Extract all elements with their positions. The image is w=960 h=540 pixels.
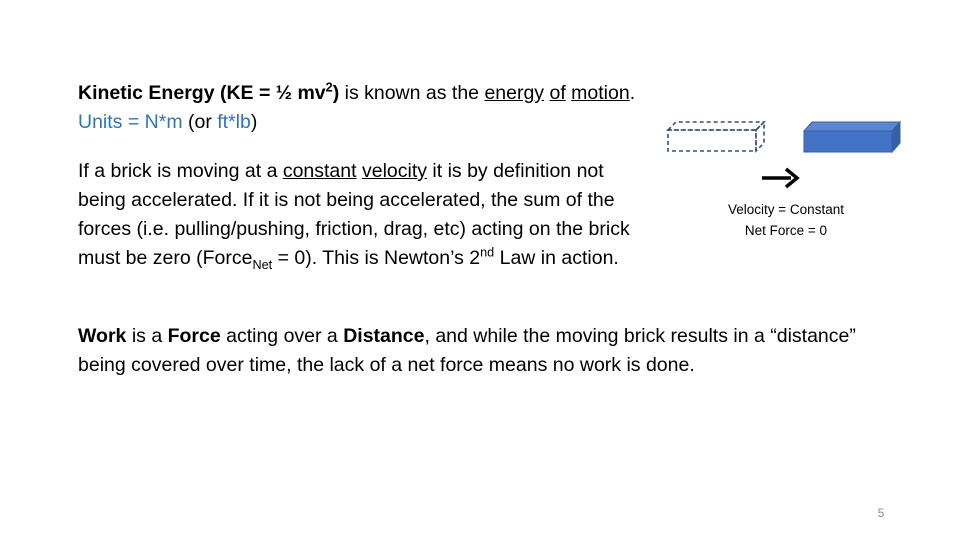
cv-text-2: it is by definition not being accelerated. If it is not being accelerated, the sum of the forces (i.e. pulling/pushing, friction, drag, etc) acting on the brick must be zero (Force xyxy=(78,160,630,269)
page-number: 5 xyxy=(877,506,885,520)
work-bold: Work xyxy=(78,325,127,347)
distance-bold: Distance xyxy=(343,325,425,347)
close-paren: ) xyxy=(250,111,258,133)
work-text-3: , and while the moving brick results in a “distance” being covered over time, the lack of a net force means no work is done. xyxy=(78,325,856,376)
cv-text-1: If a brick is moving at a xyxy=(78,160,283,182)
ke-underlined-of: of xyxy=(549,82,566,104)
net-force-label: Net Force = 0 xyxy=(744,223,828,238)
ghost-brick-front xyxy=(668,130,756,151)
diagram-caption xyxy=(690,199,882,241)
solid-brick xyxy=(804,122,900,152)
cv-underlined-constant: constant xyxy=(282,160,357,182)
work-text-1: is a xyxy=(126,325,168,347)
ke-or: (or xyxy=(182,111,218,133)
force-net-subscript: Net xyxy=(252,257,273,272)
velocity-constant-label: Velocity = Constant xyxy=(728,202,844,217)
ke-units: Units = N*m xyxy=(78,111,183,133)
ke-text: is known as the xyxy=(339,82,485,104)
ghost-brick-top xyxy=(668,122,764,130)
ghost-brick-outline xyxy=(668,122,764,151)
cv-underlined-velocity: velocity xyxy=(361,160,427,182)
velocity-arrow-icon xyxy=(762,169,797,187)
brick-top xyxy=(804,122,900,131)
ke-units-alt: ft*lb xyxy=(217,111,251,133)
ke-formula-close: ) xyxy=(332,82,340,104)
period: . xyxy=(629,82,636,104)
brick-front xyxy=(804,131,892,152)
cv-text-4: Law in action. xyxy=(494,247,619,269)
ke-exponent: 2 xyxy=(325,80,333,95)
work-text-2: acting over a xyxy=(220,325,344,347)
force-bold: Force xyxy=(167,325,221,347)
ke-underlined-energy: energy xyxy=(484,82,545,104)
cv-text-3: = 0). This is Newton’s 2 xyxy=(272,247,481,269)
ke-underlined-motion: motion xyxy=(571,82,630,104)
ke-formula-text: Kinetic Energy (KE = ½ mv xyxy=(78,82,326,104)
nd-superscript: nd xyxy=(480,245,495,260)
